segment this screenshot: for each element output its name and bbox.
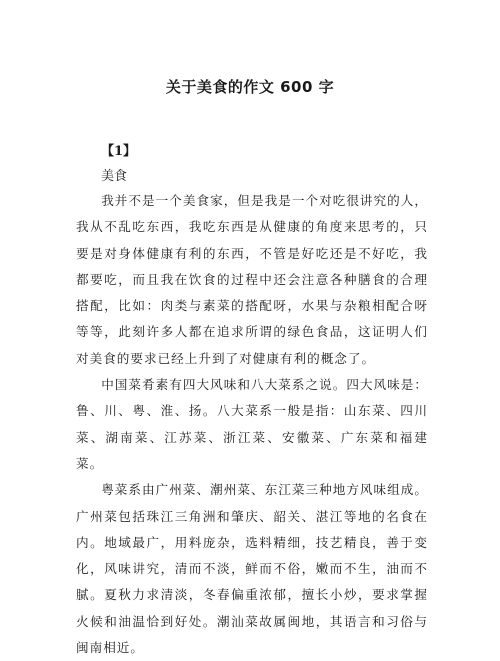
paragraph: 中国菜肴素有四大风味和八大菜系之说。四大风味是：鲁、川、粤、淮、扬。八大菜系一般是指：山东菜、四川菜、湖南菜、江苏菜、浙江菜、安徽菜、广东菜和福建菜。 [76, 377, 428, 471]
body-text [76, 188, 428, 661]
paragraph: 我并不是一个美食家，但是我是一个对吃很讲究的人，我从不乱吃东西，我吃东西是从健康的角度来思考的，只要是对身体健康有利的东西，不管是好吃还是不好吃，我都要吃，而且我在饮食的过程中还会注意各种膳食的合理搭配，比如：肉类与素菜的搭配呀，水果与杂粮相配合呀等等，此刻许多人都在追求所谓的绿色食品，这证明人们对美食的要求已经上升到了对健康有利的概念了。 [76, 193, 428, 366]
document-title: 关于美食的作文 600 字 [165, 78, 335, 96]
section-subtitle: 美食 [101, 169, 128, 184]
paragraph: 粤菜系由广州菜、潮州菜、东江菜三种地方风味组成。广州菜包括珠江三角洲和肇庆、韶关、湛江等地的名食在内。地域最广，用料庞杂，选料精细，技艺精良，善于变化，风味讲究，清而不淡，鲜而不俗，嫩而不生，油而不腻。夏秋力求清淡，冬春偏重浓郁，擅长小炒，要求掌握火候和油温恰到好处。潮汕菜故属闽地，其语言和习俗与闽南相近。 [76, 482, 428, 656]
section-marker: 【1】 [101, 144, 137, 159]
